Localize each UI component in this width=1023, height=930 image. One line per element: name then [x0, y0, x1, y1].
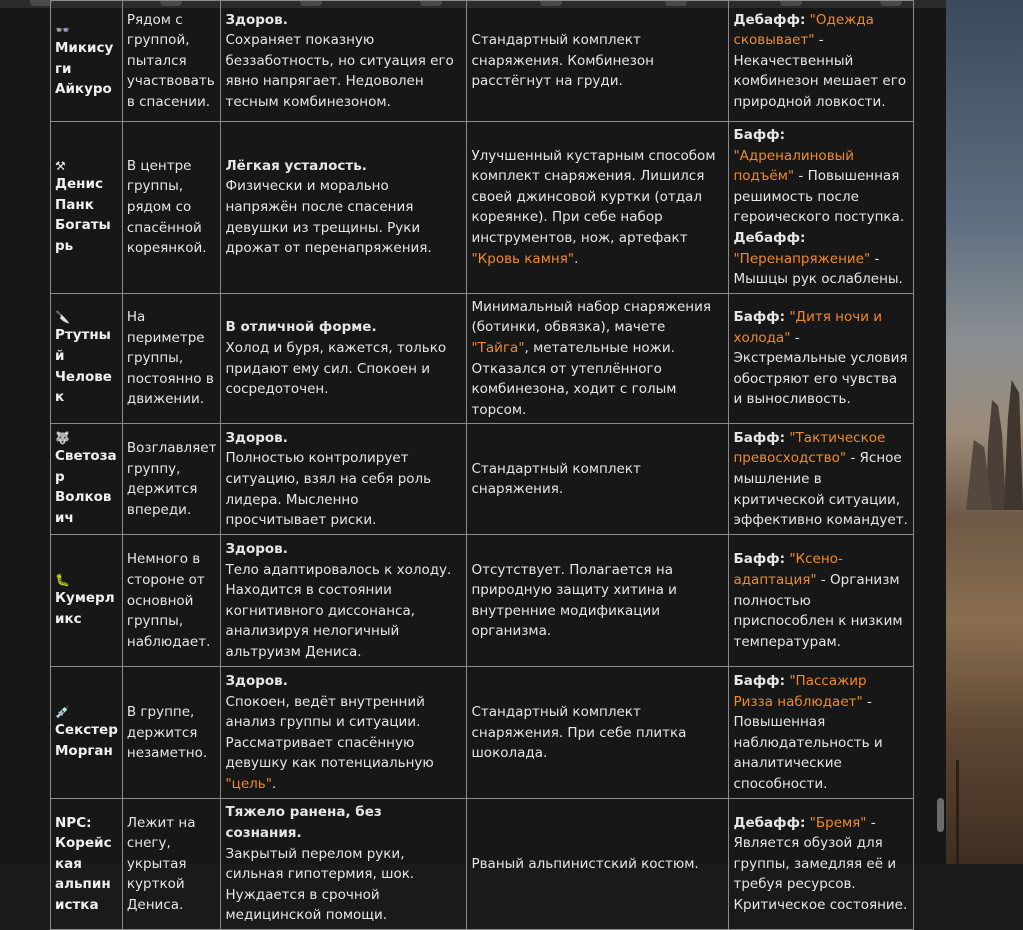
- character-name-cell: [51, 667, 123, 799]
- table-row: [51, 1, 914, 122]
- effect-label: Бафф:: [733, 673, 786, 690]
- position-cell: Лежит на снегу, укрытая курткой Дениса.: [122, 799, 221, 930]
- effect-label: Дебафф:: [733, 11, 806, 28]
- state-cell: [221, 424, 467, 535]
- character-name-cell: [51, 535, 123, 667]
- post: [956, 760, 959, 864]
- table-row: [51, 535, 914, 667]
- effect-text: - Ясное мышление в критической ситуации, эффективно командует.: [733, 450, 908, 529]
- position-cell: Возглавляет группу, держится впереди.: [122, 424, 221, 535]
- weapon-name: "Тайга": [471, 339, 525, 356]
- table-row: [51, 424, 914, 535]
- position-cell: На периметре группы, постоянно в движении.: [122, 293, 221, 424]
- state-cell: [221, 122, 467, 294]
- character-name: NPC: Корейс кая альпин истка: [55, 814, 112, 913]
- target-word: "цель": [225, 776, 272, 792]
- desktop-background: [946, 0, 1023, 864]
- effect-cell: [729, 293, 914, 424]
- character-name-cell: [51, 424, 123, 535]
- gear-cell: [467, 122, 729, 294]
- rock-formation: [1004, 380, 1023, 510]
- effect-cell: [729, 799, 914, 930]
- effect-label: Дебафф:: [733, 229, 806, 246]
- character-name: Ртутны й Челове к: [55, 327, 112, 406]
- effect-cell: [729, 535, 914, 667]
- state-cell: [221, 667, 467, 799]
- effect-cell: [729, 424, 914, 535]
- position-cell: В центре группы, рядом со спасённой кореянкой.: [122, 122, 221, 294]
- chat-message-content: [0, 8, 946, 924]
- scrollbar-thumb[interactable]: [937, 798, 944, 832]
- effect-text: - Мышцы рук ослаблены.: [733, 250, 903, 288]
- position-cell: Немного в стороне от основной группы, наблюдает.: [122, 535, 221, 667]
- effect-name: "Перенапряжение": [733, 250, 871, 267]
- state-cell: [221, 799, 467, 930]
- effect-name: "Дитя ночи и холода": [733, 309, 883, 346]
- gear-text-end: .: [574, 250, 579, 267]
- wolf-icon: 🐺: [55, 431, 70, 446]
- gear-text-end: , метательные ножи. Отказался от утеплённого комбинезона, ходит с голым торсом.: [471, 339, 677, 418]
- effect-label: Бафф:: [733, 127, 786, 143]
- effect-text: - Повышенная решимость после героического поступка.: [733, 168, 905, 226]
- character-name-cell: [51, 293, 123, 424]
- state-title: Здоров.: [225, 541, 288, 558]
- state-text: Закрытый перелом руки, сильная гипотермия, шок. Нуждается в срочной медицинской помощи.: [225, 845, 415, 924]
- effect-text: - Организм полностью приспособлен к низким температурам.: [733, 571, 903, 650]
- effect-name: "Бремя": [809, 814, 867, 831]
- state-cell: [221, 1, 467, 122]
- character-name-cell: [51, 799, 123, 930]
- effect-label: Бафф:: [733, 429, 786, 446]
- effect-name: "Пассажир Ризза наблюдает": [733, 673, 867, 710]
- gear-cell: Стандартный комплект снаряжения. При себе плитка шоколада.: [467, 667, 729, 799]
- effect-name: "Адреналиновый подъём": [733, 147, 855, 185]
- effect-text: - Некачественный комбинезон мешает его природной ловкости.: [733, 32, 907, 110]
- state-cell: [221, 535, 467, 667]
- state-title: Здоров.: [225, 429, 288, 446]
- gear-text: Минимальный набор снаряжения (ботинки, обвязка), мачете: [471, 298, 712, 336]
- syringe-icon: 💉: [55, 705, 70, 720]
- glasses-icon: 👓: [55, 23, 70, 38]
- state-text: Тело адаптировалось к холоду. Находится в состоянии когнитивного диссонанса, анализируя нелогичный альтруизм Дениса.: [225, 561, 452, 660]
- state-text: Сохраняет показную беззаботность, но ситуация его явно напрягает. Недоволен тесным комбинезоном.: [225, 32, 454, 110]
- effect-cell: [729, 1, 914, 122]
- toolbar-icon[interactable]: [30, 0, 52, 6]
- state-title: В отличной форме.: [225, 319, 377, 336]
- knife-icon: 🔪: [55, 310, 70, 325]
- effect-cell: [729, 122, 914, 294]
- state-text: Физически и морально напряжён после спасения девушки из трещины. Руки дрожат от перенапряжения.: [225, 178, 432, 257]
- character-name: Секстер Морган: [55, 722, 118, 759]
- state-text-end: .: [271, 776, 277, 792]
- artifact-name: "Кровь камня": [471, 250, 575, 267]
- character-name: Светоза р Волков ич: [55, 448, 117, 526]
- character-status-table: [50, 0, 914, 930]
- state-text: Холод и буря, кажется, только придают ему сил. Спокоен и сосредоточен.: [225, 339, 447, 398]
- state-title: Тяжело ранена, без сознания.: [225, 804, 382, 841]
- state-title: Здоров.: [225, 11, 288, 28]
- effect-cell: [729, 667, 914, 799]
- state-text: Полностью контролирует ситуацию, взял на себя роль лидера. Мысленно просчитывает риски.: [225, 450, 432, 529]
- character-name: Микису ги Айкуро: [55, 40, 114, 98]
- effect-name: "Одежда сковывает": [733, 11, 874, 49]
- effect-label: Бафф:: [733, 551, 786, 568]
- state-title: Здоров.: [225, 673, 288, 690]
- effect-label: Дебафф:: [733, 814, 806, 831]
- character-name-cell: [51, 1, 123, 122]
- gear-cell: Отсутствует. Полагается на природную защиту хитина и внутренние модификации организма.: [467, 535, 729, 667]
- gear-cell: Рваный альпинистский костюм.: [467, 799, 729, 930]
- state-text: Спокоен, ведёт внутренний анализ группы и ситуации. Рассматривает спасённую девушку как потенциальную: [225, 693, 434, 772]
- effect-name: "Тактическое превосходство": [733, 429, 886, 467]
- table-row: [51, 667, 914, 799]
- gear-text: Улучшенный кустарным способом комплект снаряжения. Лишился своей джинсовой куртки (отдал кореянке). При себе набор инструментов, нож, артефакт: [471, 147, 716, 246]
- character-name: Кумерл икс: [55, 590, 115, 627]
- effect-text: - Экстремальные условия обостряют его чувства и выносливость.: [733, 329, 908, 408]
- hammer-pick-icon: ⚒: [55, 159, 66, 174]
- effect-text: - Является обузой для группы, замедляя её и требуя ресурсов. Критическое состояние.: [733, 814, 908, 913]
- effect-name: "Ксено-адаптация": [733, 551, 843, 588]
- table-row: [51, 122, 914, 294]
- gear-cell: Стандартный комплект снаряжения.: [467, 424, 729, 535]
- table-row: [51, 293, 914, 424]
- state-title: Лёгкая усталость.: [225, 157, 367, 174]
- character-name-cell: [51, 122, 123, 294]
- gear-cell: Стандартный комплект снаряжения. Комбинезон расстёгнут на груди.: [467, 1, 729, 122]
- effect-text: - Повышенная наблюдательность и аналитические способности.: [733, 693, 883, 792]
- position-cell: В группе, держится незаметно.: [122, 667, 221, 799]
- bug-icon: 🐛: [55, 573, 70, 588]
- table-row: [51, 799, 914, 930]
- character-name: Денис Панк Богаты рь: [55, 176, 111, 254]
- effect-label: Бафф:: [733, 309, 786, 326]
- gear-cell: [467, 293, 729, 424]
- state-cell: [221, 293, 467, 424]
- scrollbar[interactable]: [936, 8, 946, 864]
- position-cell: Рядом с группой, пытался участвовать в спасении.: [122, 1, 221, 122]
